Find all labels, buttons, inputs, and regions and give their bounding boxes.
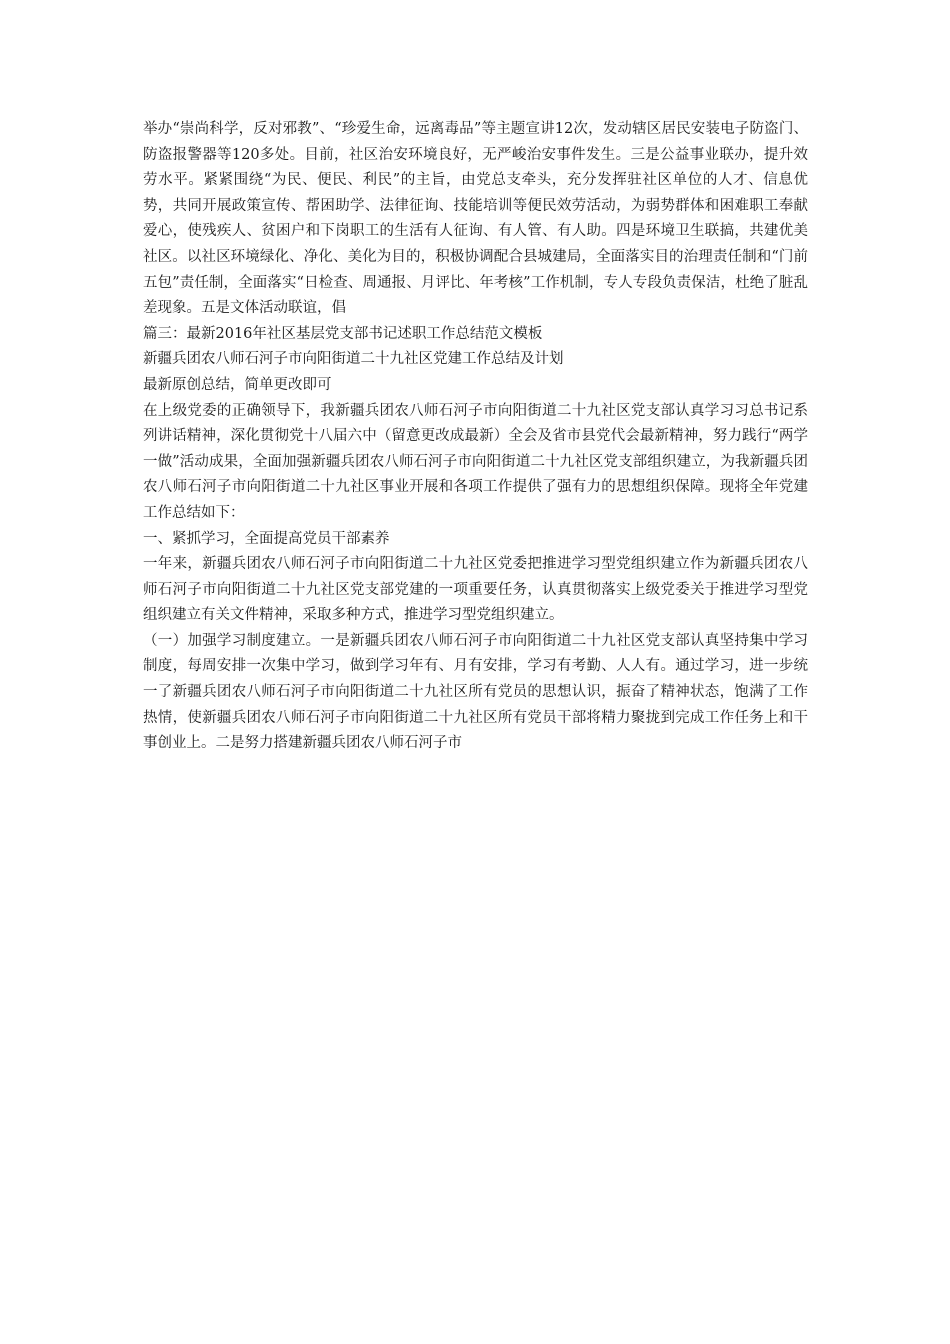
- document-note: 最新原创总结，简单更改即可: [143, 376, 332, 393]
- paragraph-intro: 在上级党委的正确领导下，我新疆兵团农八师石河子市向阳街道二十九社区党支部认真学习习总书记系列讲话精神，深化贯彻党十八届六中（留意更改成最新）全会及省市县党代会最新精神，努力践行“两学一做”活动成果，全面加强新疆兵团农八师石河子市向阳街道二十九社区党支部组织建立，为我新疆兵团农八师石河子市向阳街道二十九社区事业开展和各项工作提供了强有力的思想组织保障。现将全年党建工作总结如下：: [143, 402, 808, 521]
- subheading-study: 一、紧抓学习，全面提高党员干部素养: [143, 530, 390, 547]
- document-body: [143, 117, 808, 757]
- document-title: 新疆兵团农八师石河子市向阳街道二十九社区党建工作总结及计划: [143, 351, 564, 368]
- paragraph-study-system: （一）加强学习制度建立。一是新疆兵团农八师石河子市向阳街道二十九社区党支部认真坚持集中学习制度，每周安排一次集中学习，做到学习年有、月有安排，学习有考勤、人人有。通过学习，进一步统一了新疆兵团农八师石河子市向阳街道二十九社区所有党员的思想认识，振奋了精神状态，饱满了工作热情，使新疆兵团农八师石河子市向阳街道二十九社区所有党员干部将精力聚拢到完成工作任务上和干事创业上。二是努力搭建新疆兵团农八师石河子市: [143, 632, 808, 752]
- paragraph-study: 一年来，新疆兵团农八师石河子市向阳街道二十九社区党委把推进学习型党组织建立作为新疆兵团农八师石河子市向阳街道二十九社区党支部党建的一项重要任务，认真贯彻落实上级党委关于推进学习型党组织建立有关文件精神，采取多种方式，推进学习型党组织建立。: [143, 556, 808, 624]
- paragraph-public-security: 举办“崇尚科学，反对邪教”、“珍爱生命，远离毒品”等主题宣讲12次，发动辖区居民安装电子防盗门、防盗报警器等120多处。目前，社区治安环境良好，无严峻治安事件发生。三是公益事业联办，提升效劳水平。紧紧围绕“为民、便民、利民”的主旨，由党总支牵头，充分发挥驻社区单位的人才、信息优势，共同开展政策宣传、帮困助学、法律征询、技能培训等便民效劳活动，为弱势群体和困难职工奉献爱心，使残疾人、贫困户和下岗职工的生活有人征询、有人管、有人助。四是环境卫生联搞，共建优美社区。以社区环境绿化、净化、美化为目的，积极协调配合县城建局，全面落实目的治理责任制和“门前五包”责任制，全面落实“日检查、周通报、月评比、年考核”工作机制，专人专段负责保洁，杜绝了脏乱差现象。五是文体活动联谊，倡: [143, 121, 808, 317]
- section-heading: 篇三：最新2016年社区基层党支部书记述职工作总结范文模板: [143, 325, 543, 342]
